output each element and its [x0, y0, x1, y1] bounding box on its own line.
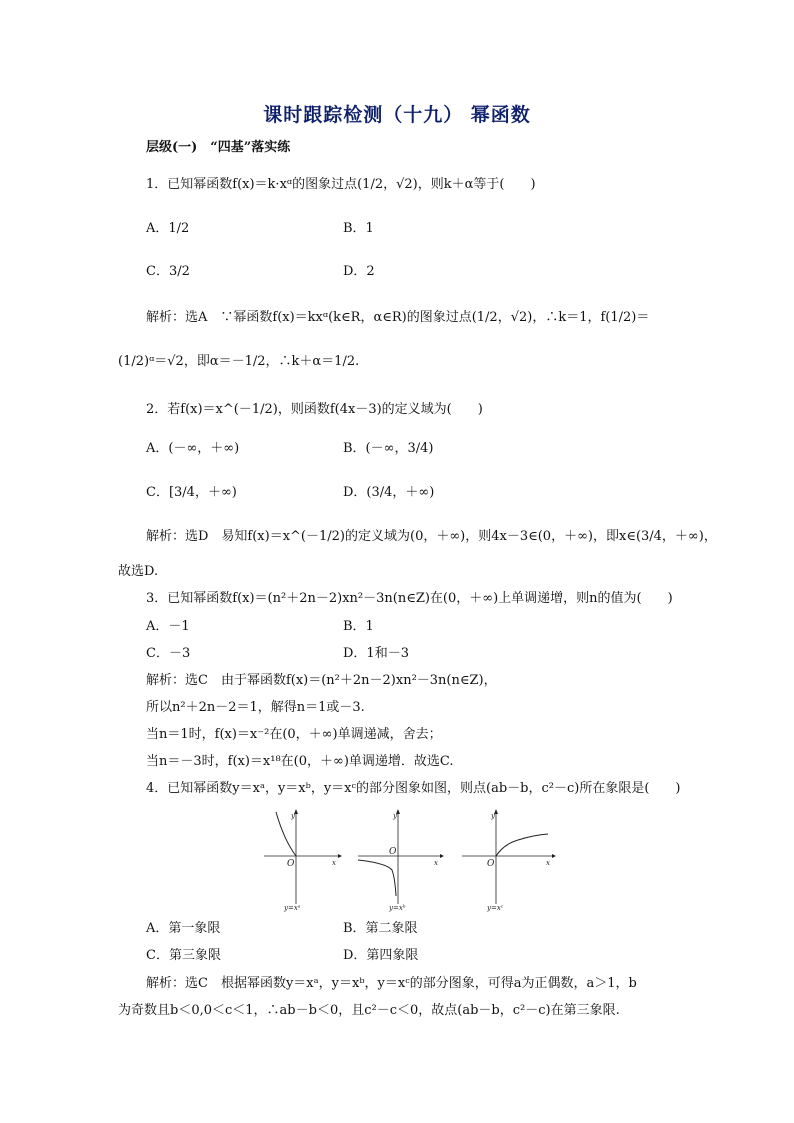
q1-option-d: D．2 [343, 264, 375, 279]
q1-solution-line2: (1/2)ᵅ＝√2，即α＝－1/2，∴k＋α＝1/2. [118, 354, 360, 369]
q2-stem: 2．若f(x)＝x^(－1/2)，则函数f(4x－3)的定义域为( ) [146, 402, 483, 417]
q3-solution-line1: 解析：选C 由于幂函数f(x)＝(n²＋2n－2)xn²－3n(n∈Z)， [146, 673, 497, 688]
q4-option-b: B．第二象限 [343, 921, 418, 936]
q1-option-a: A．1/2 [146, 221, 190, 236]
q4-solution-line1: 解析：选C 根据幂函数y＝xᵃ，y＝xᵇ，y＝xᶜ的部分图象，可得a为正偶数，a＞1，b [146, 976, 637, 991]
q2-option-b: B．(－∞，3/4) [343, 441, 434, 456]
section-heading: 层级(一) “四基”落实练 [146, 140, 291, 155]
q2-option-d: D．(3/4，＋∞) [343, 485, 435, 500]
q1-option-c: C．3/2 [146, 264, 190, 279]
graph-b-caption: y=xᵇ [389, 904, 406, 912]
graph-power-c [460, 808, 560, 914]
q3-stem: 3．已知幂函数f(x)＝(n²＋2n－2)xn²－3n(n∈Z)在(0，＋∞)上单调递增，则n的值为( ) [146, 591, 673, 606]
q2-solution-line1: 解析：选D 易知f(x)＝x^(－1/2)的定义域为(0，＋∞)，则4x－3∈(0，＋∞)，即x∈(3/4，＋∞)， [146, 529, 717, 544]
graph-a-origin-label: O [287, 859, 295, 869]
page-title: 课时跟踪检测（十九） 幂函数 [263, 104, 531, 126]
graph-b-y-label: y [393, 812, 397, 820]
graph-c-origin-label: O [487, 859, 495, 869]
q2-option-c: C．[3/4，＋∞) [146, 485, 237, 500]
graph-power-b [356, 808, 446, 914]
q3-solution-line4: 当n＝－3时，f(x)＝x¹⁸在(0，＋∞)单调递增．故选C. [146, 754, 454, 769]
graph-c-x-label: x [546, 859, 550, 867]
q1-stem: 1．已知幂函数f(x)＝k·xᵅ的图象过点(1/2，√2)，则k＋α等于( ) [146, 177, 536, 192]
graph-a-x-label: x [332, 859, 336, 867]
q3-option-a: A．－1 [146, 619, 190, 634]
q3-solution-line3: 当n＝1时，f(x)＝x⁻²在(0，＋∞)单调递减，舍去； [146, 727, 442, 742]
q2-option-a: A．(－∞，＋∞) [146, 441, 240, 456]
graph-a-y-label: y [291, 812, 295, 820]
q3-option-c: C．－3 [146, 646, 191, 661]
graph-a-caption: y=xᵃ [284, 904, 301, 912]
graph-b-x-label: x [434, 859, 438, 867]
graph-c-caption: y=xᶜ [487, 904, 504, 912]
q4-option-c: C．第三象限 [146, 948, 221, 963]
q3-solution-line2: 所以n²＋2n－2＝1，解得n＝1或－3. [146, 700, 365, 715]
graph-b-origin-label: O [389, 847, 397, 857]
q3-option-d: D．1和－3 [343, 646, 409, 661]
graph-c-y-label: y [491, 812, 495, 820]
q3-option-b: B．1 [343, 619, 374, 634]
q4-stem: 4．已知幂函数y＝xᵃ，y＝xᵇ，y＝xᶜ的部分图象如图，则点(ab－b，c²－c)所在象限是( ) [146, 781, 681, 796]
q2-solution-line2: 故选D. [118, 564, 159, 579]
q4-option-a: A．第一象限 [146, 921, 221, 936]
graph-power-a [262, 808, 344, 914]
q1-option-b: B．1 [343, 221, 374, 236]
q4-option-d: D．第四象限 [343, 948, 419, 963]
q1-solution-line1: 解析：选A ∵幂函数f(x)＝kxᵅ(k∈R，α∈R)的图象过点(1/2，√2)，∴k＝1，f(1/2)＝ [146, 310, 650, 325]
q4-solution-line2: 为奇数且b＜0,0＜c＜1，∴ab－b＜0，且c²－c＜0，故点(ab－b，c²－c)在第三象限. [118, 1003, 620, 1018]
